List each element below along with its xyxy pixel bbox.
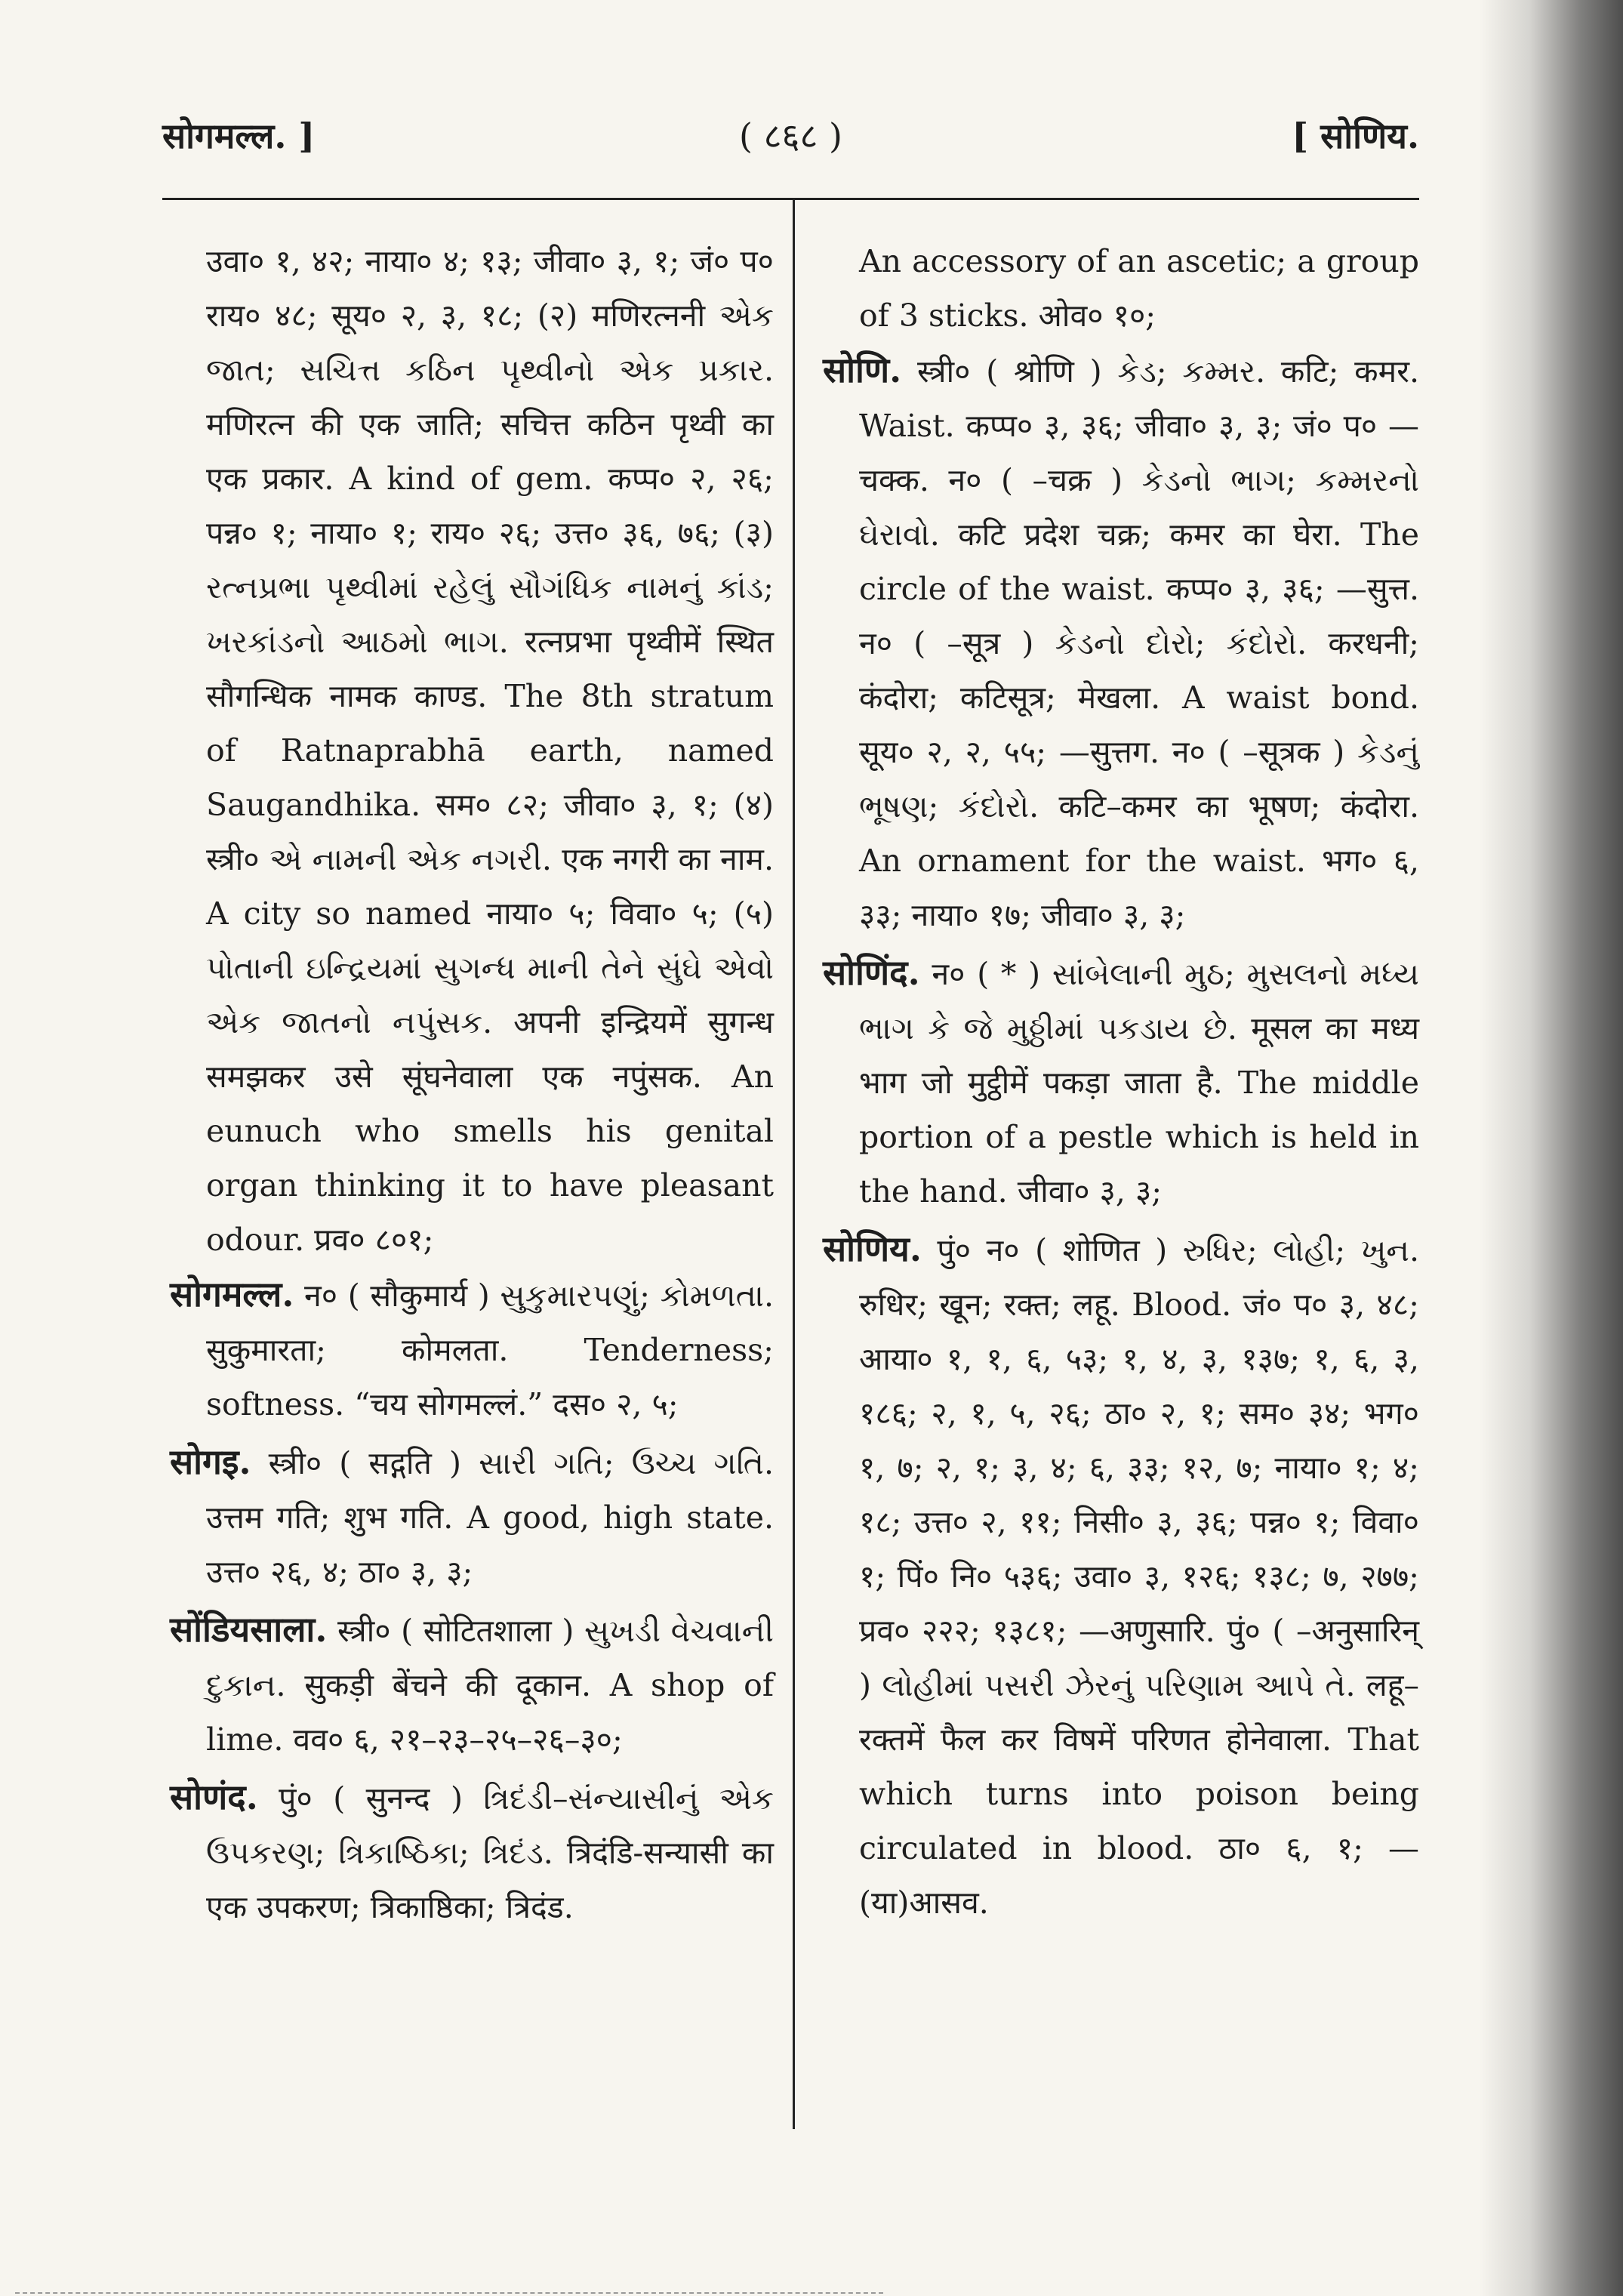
left-column (170, 234, 774, 1934)
left-continuation-text: उवा० १, ४२; नाया० ४; १३; जीवा० ३, १; जं० प० राय० ४८; सूय० २, ३, १८; (२) मणिरत्ननी એક જાત; સચિત્ત કઠિન પૃથ્વીનો એક પ્રકાર. मणिरत्न की एक जाति; सचित्त कठिन पृथ्वी का एक प्रकार. A kind of gem. कप्प० २, २६; पन्न० १; नाया० १; राय० २६; उत्त० ३६, ७६; (३) રત્નપ્રભા પૃથ્વીમાં રહેલું સૌગંધિક નામનું કાંડ; ખરકાંડનો આઠમો ભાગ. रत्नप्रभा पृथ्वीमें स्थित सौगन्धिक नामक काण्ड. The 8th stratum of Ratnaprabhā earth, named Saugandhika. सम० ८२; जीवा० ३, १; (४) स्त्री० એ નામની એક નગરી. एक नगरी का नाम. A city so named नाया० ५; विवा० ५; (५) પોતાની ઇન્દ્રિયમાં સુગન્ધ માની તેને સુંઘે એવો એક જાતનો નપુંસક. अपनी इन्द्रियमें सुगन्ध समझकर उसे सूंघनेवाला एक नपुंसक. An eunuch who smells his genital organ thinking it to have pleasant odour. प्रव० ८०१; (206, 243, 774, 1258)
entry-headword: सोणिय. (823, 1228, 922, 1269)
page-number: ( ८६८ ) (739, 116, 842, 156)
right-continuation-text: An accessory of an ascetic; a group of 3 sticks. ओव० १०; (859, 243, 1419, 334)
entry-headword: सोणंद. (170, 1777, 258, 1817)
entry (823, 945, 1419, 1219)
page-edge-shadow (1480, 0, 1623, 2296)
column-divider (793, 200, 795, 2129)
bottom-edge-line (15, 2292, 883, 2294)
entry-body: स्त्री० ( सोटितशाला ) સુખડી વેચવાની દુકાન. सुकड़ी बेंचने की दूकान. A shop of lime. वव० ६, २१–२३–२५–२६–३०; (206, 1613, 774, 1758)
entry (823, 1222, 1419, 1930)
entry-body: पुं० न० ( शोणित ) રુધિર; લોહી; ખુન. रुधिर; खून; रक्त; लहू. Blood. जं० प० ३, ४८; आया० १, १, ६, ५३; १, ४, ३, १३७; १, ६, ३, १८६; २, १, ५, २६; ठा० २, १; सम० ३४; भग० १, ७; २, १; ३, ४; ६, ३३; १२, ७; नाया० १; ४; १८; उत्त० २, ११; निसी० ३, ३६; पन्न० १; विवा० १; पिं० नि० ५३६; उवा० ३, १२६; १३८; ७, २७७; प्रव० २२२; १३८१; —अणुसारि. पुं० ( –अनुसारिन् ) લોહીમાં પસરી ઝેરનું પરિણામ આપે તે. लहू–रक्तमें फैल कर विषमें परिणत होनेवाला. That which turns into poison being circulated in blood. ठा० ६, १; —(या)आसव. (859, 1232, 1419, 1921)
entry-headword: सोगमल्ल. (170, 1274, 294, 1314)
entry (170, 1770, 774, 1934)
header-rule (162, 198, 1419, 200)
header-left-guideword: सोगमल्ल. ] (162, 116, 316, 156)
entry (823, 343, 1419, 942)
header-right-guideword: [ सोणिय. (1292, 116, 1419, 156)
entry-body: न० ( सौकुमार्य ) સુકુમારપણું; કોમળતા. सुकुमारता; कोमलता. Tenderness; softness. “चय सोगमल्लं.” दस० २, ५; (206, 1277, 774, 1422)
entry-headword: सोगइ. (170, 1441, 251, 1482)
entry (170, 1267, 774, 1432)
entry-body: पुं० ( सुनन्द ) ત્રિદંડી–સંન્યાસીનું એક ઉપકરણ; ત્રિકાષ્ઠિકા; ત્રિદંડ. त्रिदंडि-सन्यासी का एक उपकरण; त्रिकाष्ठिका; त्रिदंड. (206, 1780, 774, 1925)
entry-headword: सोणिंद. (823, 952, 920, 993)
entry (170, 1435, 774, 1599)
entry (170, 1602, 774, 1767)
entry-body: स्त्री० ( श्रोणि ) કેડ; કમ્મર. कटि; कमर. Waist. कप्प० ३, ३६; जीवा० ३, ३; जं० प० —चक्क. न० ( –चक्र ) કેડનો ભાગ; કમ્મરનો ઘેરાવો. कटि प्रदेश चक्र; कमर का घेरा. The circle of the waist. कप्प० ३, ३६; —सुत्त. न० ( –सूत्र ) કેડનો દોરો; કંદોરો. करधनी; कंदोरा; कटिसूत्र; मेखला. A waist bond. सूय० २, २, ५५; —सुत्तग. न० ( –सूत्रक ) કેડનું ભૂષણ; કંદોરો. कटि–कमर का भूषण; कंदोरा. An ornament for the waist. भग० ६, ३३; नाया० १७; जीवा० ३, ३; (859, 353, 1419, 933)
entry-body: न० ( * ) સાંબેલાની મુઠ; મુસલનો મધ્ય ભાગ કે જે મુઠ્ઠીમાં પકડાય છે. मूसल का मध्य भाग जो मुट्ठीमें पकड़ा जाता है. The middle portion of a pestle which is held in the hand. जीवा० ३, ३; (859, 956, 1419, 1210)
right-column (823, 234, 1419, 1930)
entry-headword: सोणि. (823, 350, 902, 390)
entry-body: स्त्री० ( सद्गति ) સારી ગતિ; ઉચ્ચ ગતિ. उत्तम गति; शुभ गति. A good, high state. उत्त० २६, ४; ठा० ३, ३; (206, 1445, 774, 1590)
page-header (162, 112, 1419, 165)
entry-headword: सोंडियसाला. (170, 1609, 328, 1650)
